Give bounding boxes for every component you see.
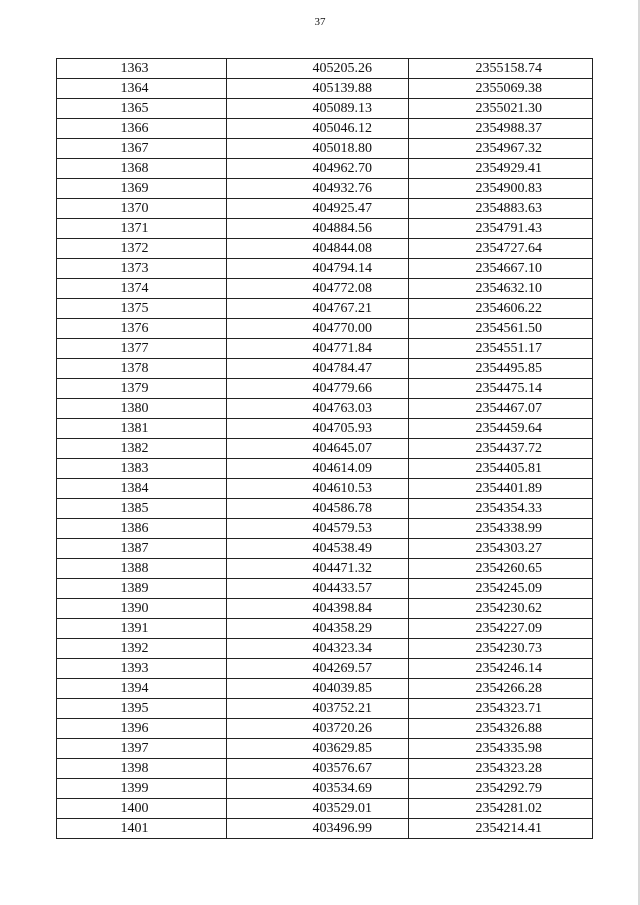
y-coordinate-cell: 2354354.33 (409, 499, 593, 519)
y-coordinate-cell: 2354326.88 (409, 719, 593, 739)
y-coordinate-cell: 2354266.28 (409, 679, 593, 699)
table-row (57, 139, 593, 159)
point-number-cell: 1365 (57, 99, 227, 119)
y-coordinate-cell: 2354475.14 (409, 379, 593, 399)
point-number-cell: 1400 (57, 799, 227, 819)
y-coordinate-cell: 2354606.22 (409, 299, 593, 319)
y-coordinate-cell: 2354214.41 (409, 819, 593, 839)
point-number-cell: 1382 (57, 439, 227, 459)
y-coordinate-cell: 2354230.73 (409, 639, 593, 659)
y-coordinate-cell: 2354245.09 (409, 579, 593, 599)
x-coordinate-cell: 405205.26 (227, 59, 409, 79)
table-row (57, 379, 593, 399)
x-coordinate-cell: 404269.57 (227, 659, 409, 679)
x-coordinate-cell: 404610.53 (227, 479, 409, 499)
table-row (57, 279, 593, 299)
table-row (57, 339, 593, 359)
table-row (57, 499, 593, 519)
table-row (57, 559, 593, 579)
point-number-cell: 1390 (57, 599, 227, 619)
x-coordinate-cell: 404763.03 (227, 399, 409, 419)
x-coordinate-cell: 403629.85 (227, 739, 409, 759)
point-number-cell: 1375 (57, 299, 227, 319)
x-coordinate-cell: 404358.29 (227, 619, 409, 639)
x-coordinate-cell: 404767.21 (227, 299, 409, 319)
x-coordinate-cell: 404794.14 (227, 259, 409, 279)
table-row (57, 179, 593, 199)
x-coordinate-cell: 404784.47 (227, 359, 409, 379)
table-row (57, 699, 593, 719)
table-body (57, 59, 593, 839)
point-number-cell: 1369 (57, 179, 227, 199)
y-coordinate-cell: 2354561.50 (409, 319, 593, 339)
y-coordinate-cell: 2354467.07 (409, 399, 593, 419)
table-row (57, 219, 593, 239)
table-row (57, 479, 593, 499)
point-number-cell: 1395 (57, 699, 227, 719)
table-row (57, 59, 593, 79)
table-row (57, 299, 593, 319)
y-coordinate-cell: 2354323.71 (409, 699, 593, 719)
table-row (57, 79, 593, 99)
point-number-cell: 1387 (57, 539, 227, 559)
y-coordinate-cell: 2354459.64 (409, 419, 593, 439)
y-coordinate-cell: 2354727.64 (409, 239, 593, 259)
point-number-cell: 1371 (57, 219, 227, 239)
x-coordinate-cell: 404586.78 (227, 499, 409, 519)
x-coordinate-cell: 404433.57 (227, 579, 409, 599)
x-coordinate-cell: 404844.08 (227, 239, 409, 259)
y-coordinate-cell: 2355069.38 (409, 79, 593, 99)
y-coordinate-cell: 2354967.32 (409, 139, 593, 159)
x-coordinate-cell: 403720.26 (227, 719, 409, 739)
point-number-cell: 1370 (57, 199, 227, 219)
point-number-cell: 1363 (57, 59, 227, 79)
y-coordinate-cell: 2354883.63 (409, 199, 593, 219)
point-number-cell: 1373 (57, 259, 227, 279)
y-coordinate-cell: 2354281.02 (409, 799, 593, 819)
point-number-cell: 1401 (57, 819, 227, 839)
table-row (57, 319, 593, 339)
y-coordinate-cell: 2354227.09 (409, 619, 593, 639)
x-coordinate-cell: 405018.80 (227, 139, 409, 159)
x-coordinate-cell: 404471.32 (227, 559, 409, 579)
x-coordinate-cell: 404645.07 (227, 439, 409, 459)
point-number-cell: 1394 (57, 679, 227, 699)
y-coordinate-cell: 2354632.10 (409, 279, 593, 299)
x-coordinate-cell: 405089.13 (227, 99, 409, 119)
point-number-cell: 1380 (57, 399, 227, 419)
y-coordinate-cell: 2354323.28 (409, 759, 593, 779)
y-coordinate-cell: 2354246.14 (409, 659, 593, 679)
x-coordinate-cell: 404323.34 (227, 639, 409, 659)
y-coordinate-cell: 2354303.27 (409, 539, 593, 559)
y-coordinate-cell: 2354401.89 (409, 479, 593, 499)
y-coordinate-cell: 2354791.43 (409, 219, 593, 239)
x-coordinate-cell: 404039.85 (227, 679, 409, 699)
point-number-cell: 1376 (57, 319, 227, 339)
point-number-cell: 1386 (57, 519, 227, 539)
x-coordinate-cell: 403529.01 (227, 799, 409, 819)
x-coordinate-cell: 404705.93 (227, 419, 409, 439)
x-coordinate-cell: 404779.66 (227, 379, 409, 399)
point-number-cell: 1381 (57, 419, 227, 439)
point-number-cell: 1388 (57, 559, 227, 579)
table-row (57, 119, 593, 139)
table-row (57, 799, 593, 819)
x-coordinate-cell: 404962.70 (227, 159, 409, 179)
x-coordinate-cell: 403534.69 (227, 779, 409, 799)
table-row (57, 779, 593, 799)
table-row (57, 519, 593, 539)
x-coordinate-cell: 405046.12 (227, 119, 409, 139)
point-number-cell: 1378 (57, 359, 227, 379)
y-coordinate-cell: 2354230.62 (409, 599, 593, 619)
point-number-cell: 1364 (57, 79, 227, 99)
y-coordinate-cell: 2354495.85 (409, 359, 593, 379)
table-row (57, 419, 593, 439)
point-number-cell: 1366 (57, 119, 227, 139)
x-coordinate-cell: 405139.88 (227, 79, 409, 99)
table-row (57, 679, 593, 699)
point-number-cell: 1379 (57, 379, 227, 399)
x-coordinate-cell: 404932.76 (227, 179, 409, 199)
y-coordinate-cell: 2354929.41 (409, 159, 593, 179)
table-row (57, 199, 593, 219)
table-row (57, 99, 593, 119)
table-row (57, 639, 593, 659)
table-row (57, 819, 593, 839)
point-number-cell: 1383 (57, 459, 227, 479)
table-row (57, 159, 593, 179)
point-number-cell: 1372 (57, 239, 227, 259)
y-coordinate-cell: 2354405.81 (409, 459, 593, 479)
point-number-cell: 1374 (57, 279, 227, 299)
point-number-cell: 1391 (57, 619, 227, 639)
x-coordinate-cell: 403752.21 (227, 699, 409, 719)
y-coordinate-cell: 2354900.83 (409, 179, 593, 199)
point-number-cell: 1384 (57, 479, 227, 499)
table-row (57, 719, 593, 739)
table-row (57, 539, 593, 559)
x-coordinate-cell: 403576.67 (227, 759, 409, 779)
table-row (57, 239, 593, 259)
table-row (57, 459, 593, 479)
point-number-cell: 1385 (57, 499, 227, 519)
y-coordinate-cell: 2354437.72 (409, 439, 593, 459)
y-coordinate-cell: 2354551.17 (409, 339, 593, 359)
point-number-cell: 1392 (57, 639, 227, 659)
x-coordinate-cell: 404770.00 (227, 319, 409, 339)
point-number-cell: 1396 (57, 719, 227, 739)
x-coordinate-cell: 403496.99 (227, 819, 409, 839)
table-row (57, 759, 593, 779)
table-row (57, 399, 593, 419)
x-coordinate-cell: 404771.84 (227, 339, 409, 359)
point-number-cell: 1367 (57, 139, 227, 159)
x-coordinate-cell: 404925.47 (227, 199, 409, 219)
table-row (57, 619, 593, 639)
point-number-cell: 1399 (57, 779, 227, 799)
y-coordinate-cell: 2355158.74 (409, 59, 593, 79)
table-row (57, 599, 593, 619)
y-coordinate-cell: 2354292.79 (409, 779, 593, 799)
table-row (57, 579, 593, 599)
x-coordinate-cell: 404398.84 (227, 599, 409, 619)
y-coordinate-cell: 2354260.65 (409, 559, 593, 579)
point-number-cell: 1393 (57, 659, 227, 679)
x-coordinate-cell: 404772.08 (227, 279, 409, 299)
x-coordinate-cell: 404614.09 (227, 459, 409, 479)
y-coordinate-cell: 2355021.30 (409, 99, 593, 119)
x-coordinate-cell: 404579.53 (227, 519, 409, 539)
x-coordinate-cell: 404538.49 (227, 539, 409, 559)
x-coordinate-cell: 404884.56 (227, 219, 409, 239)
table-row (57, 259, 593, 279)
coordinates-table (56, 58, 593, 839)
point-number-cell: 1389 (57, 579, 227, 599)
point-number-cell: 1398 (57, 759, 227, 779)
table-row (57, 739, 593, 759)
y-coordinate-cell: 2354988.37 (409, 119, 593, 139)
table-row (57, 359, 593, 379)
page-number: 37 (314, 16, 326, 28)
point-number-cell: 1368 (57, 159, 227, 179)
y-coordinate-cell: 2354338.99 (409, 519, 593, 539)
y-coordinate-cell: 2354667.10 (409, 259, 593, 279)
point-number-cell: 1377 (57, 339, 227, 359)
point-number-cell: 1397 (57, 739, 227, 759)
table-row (57, 439, 593, 459)
table-row (57, 659, 593, 679)
y-coordinate-cell: 2354335.98 (409, 739, 593, 759)
